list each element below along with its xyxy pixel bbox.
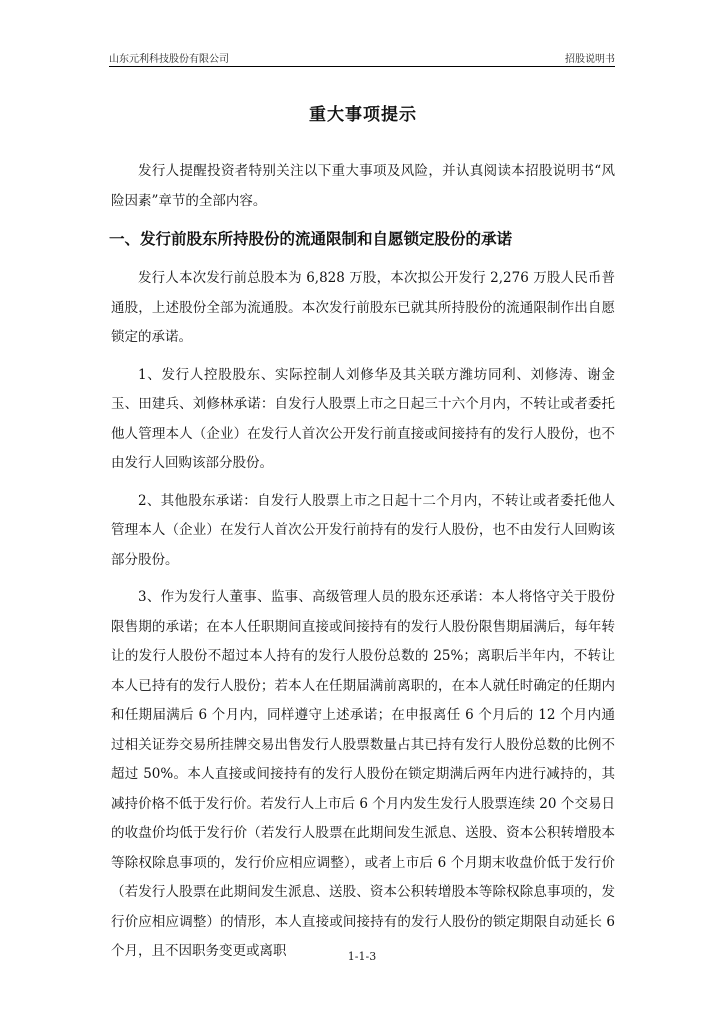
page-header [109, 50, 615, 66]
section-paragraph-4: 3、作为发行人董事、监事、高级管理人员的股东还承诺：本人将恪守关于股份限售期的承诺；在本人任职期间直接或间接持有的发行人股份限售期届满后，每年转让的发行人股份不超过本人持有的发行人股份总数的 25%；离职后半年内，不转让本人已持有的发行人股份；若本人在任期届满前离职的，在本人就任时确定的任期内和任期届满后 6 个月内，同样遵守上述承诺；在申报离任 6 个月后的 12 个月内通过相关证券交易所挂牌交易出售发行人股票数量占其已持有发行人股份总数的比例不超过 50%。本人直接或间接持有的发行人股份在锁定期满后两年内进行减持的，其减持价格不低于发行价。若发行人上市后 6 个月内发生发行人股票连续 20 个交易日的收盘价均低于发行价（若发行人股票在此期间发生派息、送股、资本公积转增股本等除权除息事项的，发行价应相应调整），或者上市后 6 个月期末收盘价低于发行价（若发行人股票在此期间发生派息、送股、资本公积转增股本等除权除息事项的，发行价应相应调整）的情形，本人直接或间接持有的发行人股份的锁定期限自动延长 6 个月，且不因职务变更或离职 [111, 589, 615, 959]
page-number: 1-1-3 [347, 950, 377, 963]
company-name: 山东元利科技股份有限公司 [109, 54, 229, 65]
section-paragraph-1: 发行人本次发行前总股本为 6,828 万股，本次拟公开发行 2,276 万股人民币普通股，上述股份全部为流通股。本次发行前股东已就其所持股份的流通限制作出自愿锁定的承诺。 [111, 270, 615, 345]
header-divider [109, 66, 615, 67]
section-paragraph-3: 2、其他股东承诺：自发行人股票上市之日起十二个月内，不转让或者委托他人管理本人（企业）在发行人首次公开发行前持有的发行人股份，也不由发行人回购该部分股份。 [111, 492, 615, 568]
intro-paragraph: 发行人提醒投资者特别关注以下重大事项及风险，并认真阅读本招股说明书“风险因素”章节的全部内容。 [111, 163, 615, 209]
section-paragraph-2: 1、发行人控股股东、实际控制人刘修华及其关联方潍坊同利、刘修涛、谢金玉、田建兵、刘修林承诺：自发行人股票上市之日起三十六个月内，不转让或者委托他人管理本人（企业）在发行人首次公开发行前直接或间接持有的发行人股份，也不由发行人回购该部分股份。 [111, 366, 615, 471]
section-heading: 一、发行前股东所持股份的流通限制和自愿锁定股份的承诺 [109, 230, 513, 248]
page-footer [0, 950, 724, 963]
document-type: 招股说明书 [565, 54, 615, 65]
page-content [111, 100, 615, 967]
page-title: 重大事项提示 [309, 105, 417, 125]
